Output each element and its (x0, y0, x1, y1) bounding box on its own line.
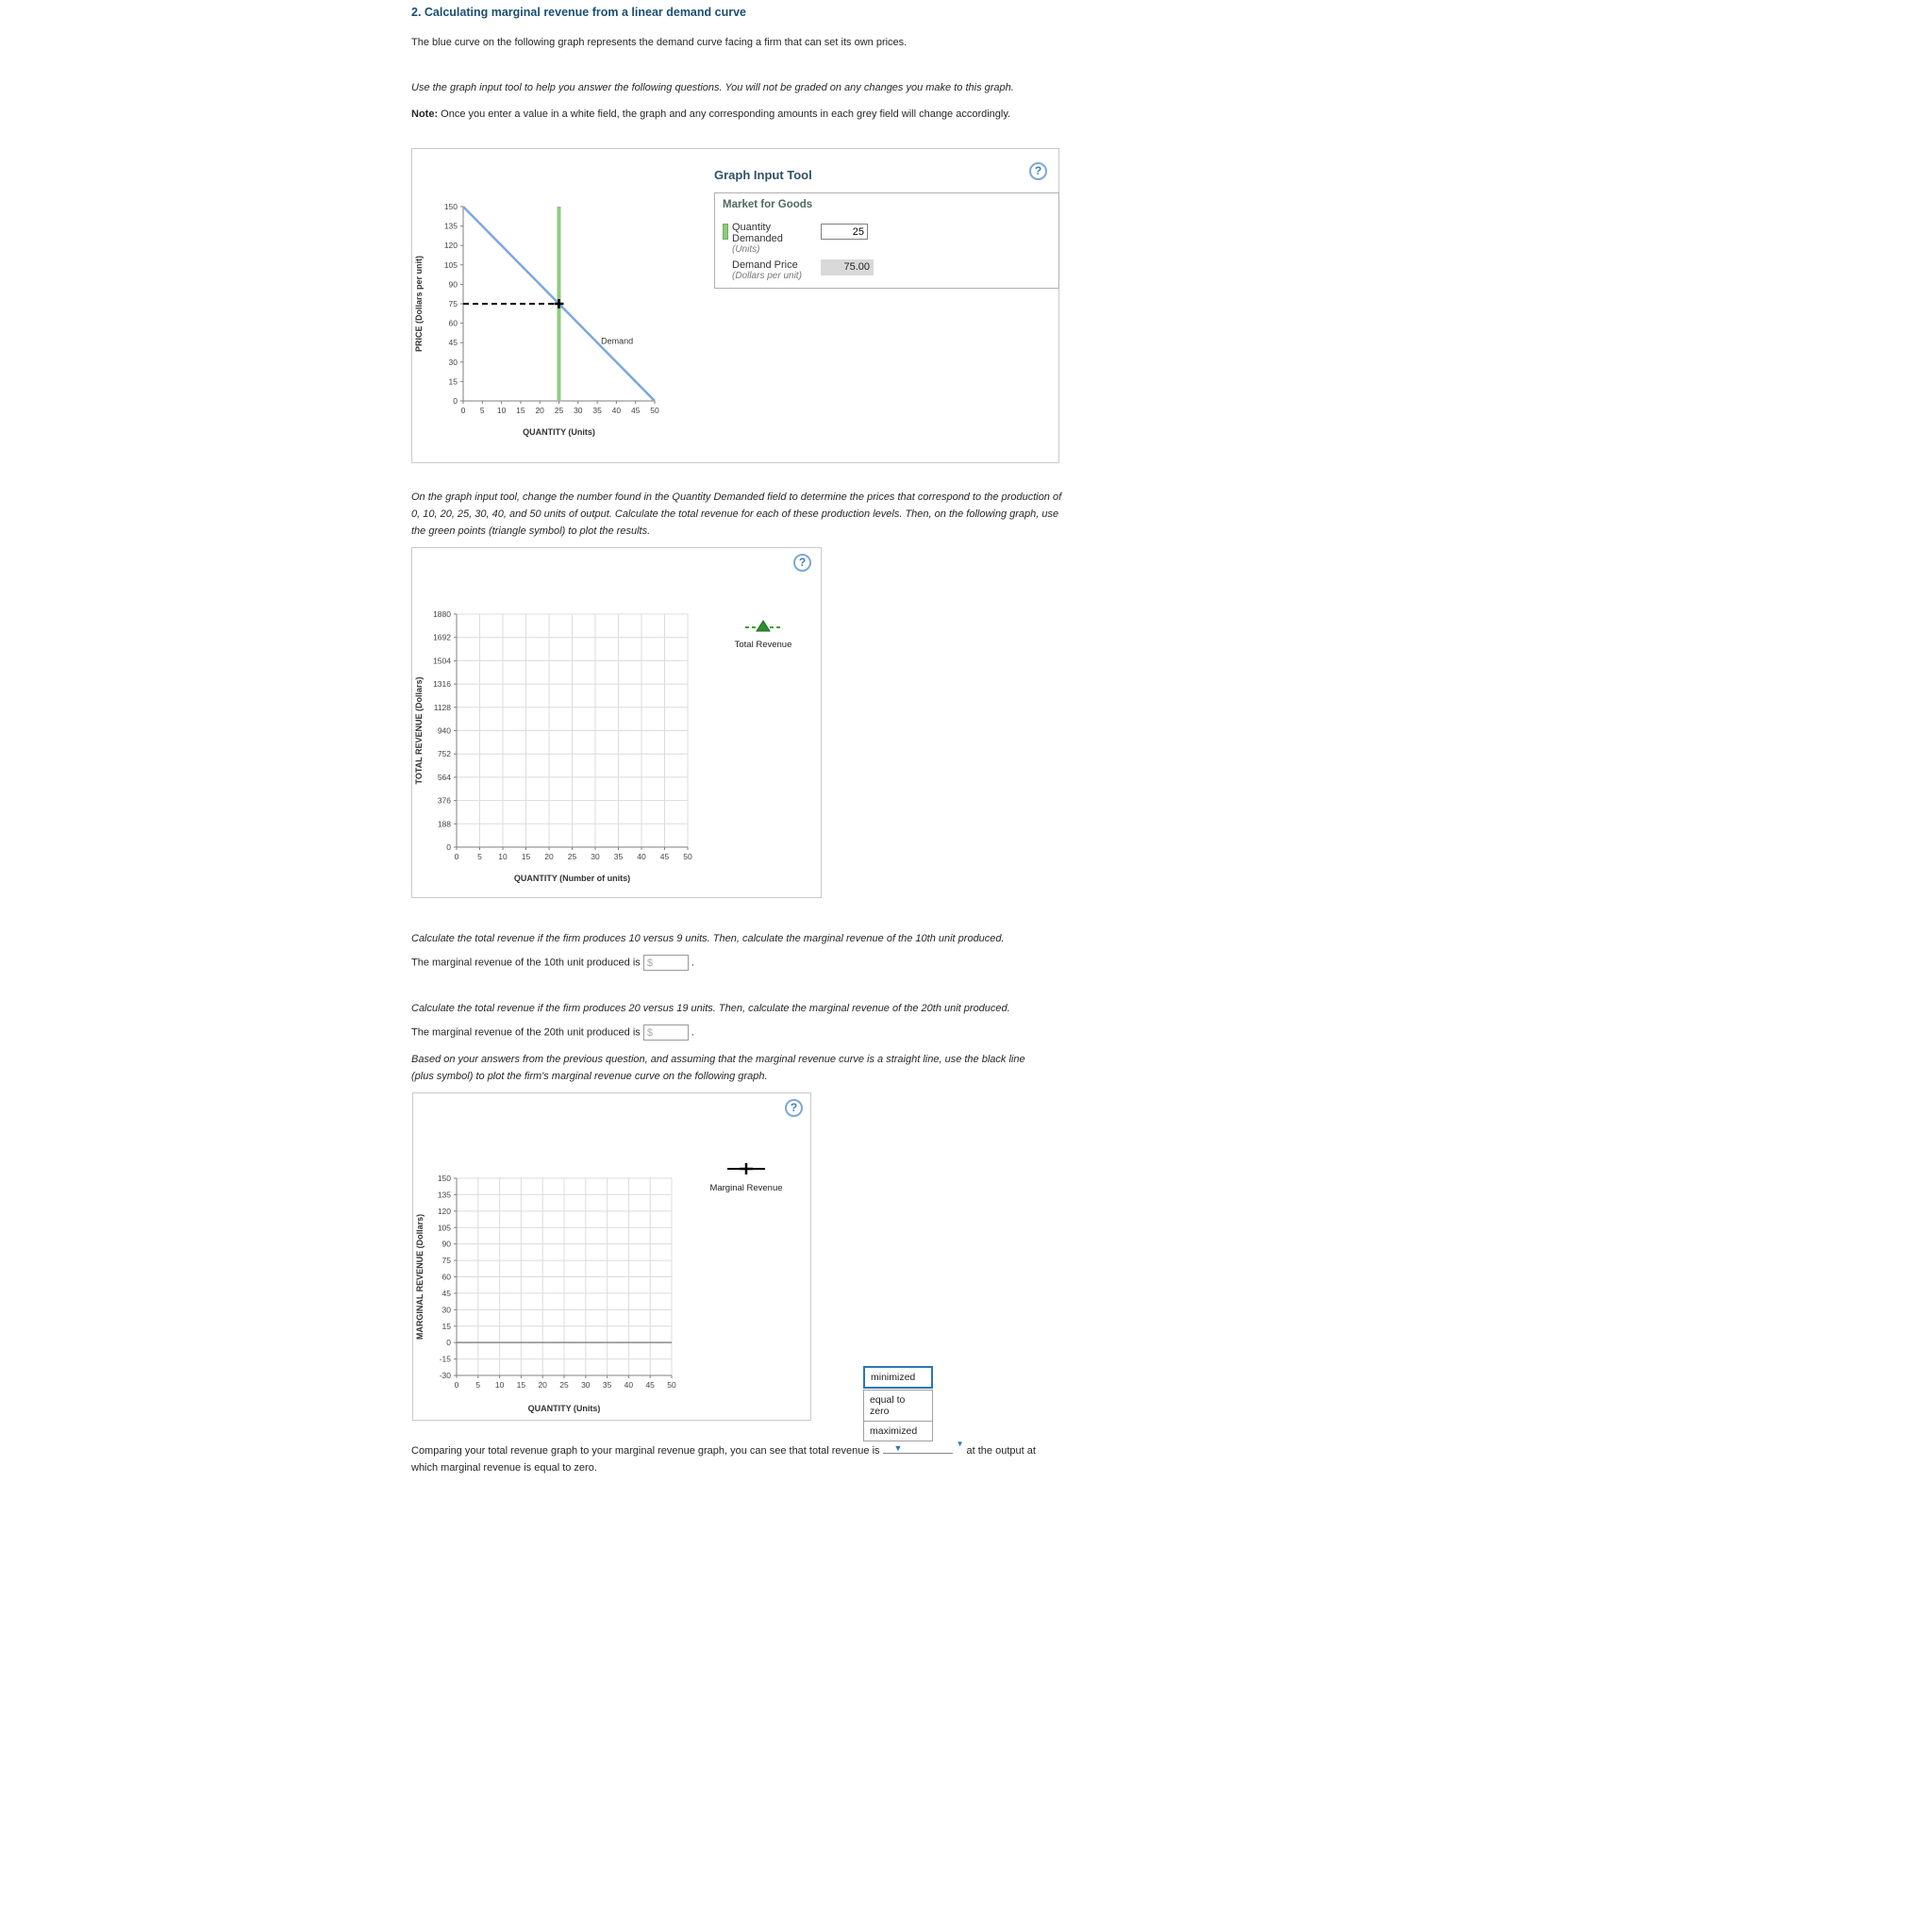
svg-text:135: 135 (443, 221, 458, 231)
closing-before-blank: Comparing your total revenue graph to your marginal revenue graph, you can see that total revenue is (411, 1445, 880, 1457)
svg-text:150: 150 (437, 1174, 451, 1183)
svg-text:50: 50 (667, 1380, 676, 1390)
svg-text:752: 752 (437, 749, 451, 759)
svg-text:15: 15 (441, 1321, 451, 1331)
svg-text:40: 40 (624, 1380, 634, 1390)
quantity-demanded-label (732, 222, 783, 256)
svg-text:0: 0 (446, 1338, 451, 1348)
svg-text:1504: 1504 (433, 656, 451, 666)
marginal-revenue-legend[interactable] (701, 1161, 791, 1193)
closing-sentence (411, 1441, 1091, 1476)
demand-price-label (732, 259, 802, 282)
marginal-revenue-panel (412, 1092, 811, 1421)
dropdown-option-maximized[interactable]: maximized (863, 1421, 933, 1441)
svg-text:5: 5 (475, 1380, 481, 1390)
help-icon[interactable]: ? (785, 1099, 803, 1117)
svg-text:15: 15 (521, 852, 531, 861)
q2-answer-row (411, 1024, 1072, 1041)
svg-text:15: 15 (516, 406, 525, 415)
q1-marginal-revenue-input[interactable] (643, 955, 689, 971)
svg-text:45: 45 (441, 1288, 451, 1298)
svg-text:1316: 1316 (433, 679, 451, 690)
svg-text:35: 35 (613, 852, 624, 861)
svg-text:25: 25 (554, 406, 564, 415)
svg-text:30: 30 (591, 852, 600, 861)
svg-text:0: 0 (454, 852, 459, 861)
svg-text:15: 15 (448, 376, 458, 387)
svg-text:40: 40 (611, 406, 622, 415)
q1-instruction: Calculate the total revenue if the firm produces 10 versus 9 units. Then, calculate the marginal revenue of the 10th unit produced. (411, 933, 1005, 944)
dropdown-caret-icon[interactable]: ▼ (893, 1443, 903, 1453)
svg-text:60: 60 (441, 1272, 451, 1282)
help-icon[interactable]: ? (1029, 162, 1047, 180)
svg-text:30: 30 (441, 1305, 451, 1315)
quantity-label-line2: Demanded (732, 233, 783, 244)
svg-text:45: 45 (630, 406, 641, 415)
total-revenue-legend-label: Total Revenue (734, 640, 792, 650)
q2-instruction: Calculate the total revenue if the firm produces 20 versus 19 units. Then, calculate the marginal revenue of the 20th unit produced. (411, 1003, 1010, 1014)
svg-text:QUANTITY (Units): QUANTITY (Units) (527, 1404, 601, 1413)
svg-text:35: 35 (602, 1380, 612, 1390)
svg-text:TOTAL REVENUE (Dollars): TOTAL REVENUE (Dollars) (414, 676, 424, 785)
svg-text:1692: 1692 (433, 632, 451, 642)
svg-text:60: 60 (448, 318, 458, 328)
svg-text:45: 45 (659, 852, 670, 861)
svg-text:-15: -15 (439, 1354, 451, 1364)
svg-text:45: 45 (448, 338, 458, 348)
svg-text:40: 40 (637, 852, 646, 861)
svg-text:20: 20 (544, 852, 554, 861)
revenue-result-dropdown[interactable] (883, 1440, 964, 1454)
svg-text:5: 5 (477, 852, 482, 861)
demand-curve-chart[interactable] (412, 192, 664, 442)
svg-text:5: 5 (479, 406, 485, 415)
total-revenue-chart[interactable] (412, 590, 703, 889)
svg-text:75: 75 (448, 299, 458, 308)
q3-instruction: Based on your answers from the previous question, and assuming that the marginal revenue curve is a straight line, use the black line (plus symbol) to plot the firm's marginal revenue curve on the following graph. (411, 1054, 1025, 1082)
q1-period: . (691, 957, 694, 969)
price-label-line1: Demand Price (732, 259, 798, 271)
q2-marginal-revenue-input[interactable] (643, 1024, 689, 1041)
svg-text:1880: 1880 (433, 609, 451, 619)
svg-text:1128: 1128 (433, 702, 451, 712)
svg-text:30: 30 (581, 1380, 591, 1390)
svg-text:45: 45 (645, 1380, 655, 1390)
svg-text:15: 15 (516, 1380, 526, 1390)
svg-text:Demand: Demand (601, 336, 634, 346)
note-text: Once you enter a value in a white field, the graph and any corresponding amounts in each grey field will change accordingly. (438, 108, 1011, 120)
q1-answer-row (411, 955, 1072, 971)
dropdown-option-equal-to-zero[interactable]: equal to zero (863, 1390, 933, 1422)
svg-text:564: 564 (437, 772, 451, 782)
svg-text:0: 0 (453, 396, 458, 406)
svg-text:940: 940 (437, 725, 451, 736)
graph-input-tool-title: Graph Input Tool (714, 168, 812, 182)
svg-text:20: 20 (538, 1380, 547, 1390)
closing-after-blank: at the output at (966, 1445, 1036, 1457)
total-revenue-marker-icon (744, 620, 782, 633)
quantity-line-legend-icon (723, 224, 728, 240)
svg-text:376: 376 (437, 795, 451, 806)
quantity-label-line1: Quantity (732, 222, 771, 233)
graph-input-tool-panel (411, 148, 1059, 463)
svg-text:0: 0 (460, 406, 466, 415)
svg-text:QUANTITY (Units): QUANTITY (Units) (523, 427, 595, 437)
total-revenue-panel (411, 547, 822, 898)
svg-text:35: 35 (592, 406, 602, 415)
svg-text:20: 20 (535, 406, 544, 415)
q2-period: . (691, 1026, 694, 1039)
total-revenue-legend[interactable] (721, 620, 806, 650)
svg-text:188: 188 (437, 819, 451, 829)
plot-instructions: On the graph input tool, change the number found in the Quantity Demanded field to determine the prices that correspond to the production of 0, 10, 20, 25, 30, 40, and 50 units of output. Calculate the total revenue for each of these production levels. Then, on the following graph, use the green points (triangle symbol) to plot the results. (411, 491, 1062, 537)
help-icon[interactable]: ? (793, 554, 811, 572)
svg-text:30: 30 (448, 357, 458, 367)
svg-text:105: 105 (437, 1223, 451, 1233)
dropdown-option-minimized[interactable]: minimized (863, 1366, 933, 1389)
svg-text:90: 90 (448, 279, 458, 290)
svg-text:10: 10 (496, 406, 507, 415)
svg-text:50: 50 (683, 852, 692, 861)
svg-text:0: 0 (454, 1380, 459, 1390)
q2-sentence: The marginal revenue of the 20th unit produced is (411, 1026, 641, 1039)
svg-text:25: 25 (567, 852, 577, 861)
q1-sentence: The marginal revenue of the 10th unit produced is (411, 957, 641, 969)
market-for-goods-box (714, 192, 1059, 289)
svg-text:QUANTITY (Number of units): QUANTITY (Number of units) (513, 874, 631, 883)
note-label: Note: (411, 108, 439, 120)
svg-text:30: 30 (574, 406, 583, 415)
svg-text:120: 120 (437, 1206, 451, 1216)
price-units-label: (Dollars per unit) (732, 271, 802, 281)
intro-paragraph: The blue curve on the following graph represents the demand curve facing a firm that can set its own prices. (411, 37, 908, 48)
marginal-revenue-marker-icon (725, 1161, 767, 1176)
market-title: Market for Goods (723, 199, 813, 210)
svg-text:50: 50 (650, 406, 659, 415)
svg-text:105: 105 (443, 259, 458, 270)
instructions-paragraph: Use the graph input tool to help you answer the following questions. You will not be graded on any changes you make to this graph. (411, 82, 1014, 93)
page-title: 2. Calculating marginal revenue from a linear demand curve (411, 6, 746, 19)
note-paragraph (411, 106, 1072, 123)
quantity-units-label: (Units) (732, 244, 760, 255)
svg-text:25: 25 (559, 1380, 569, 1390)
svg-text:10: 10 (494, 1380, 505, 1390)
dropdown-listbox (863, 1366, 933, 1453)
svg-text:-30: -30 (439, 1371, 451, 1380)
closing-line2: which marginal revenue is equal to zero. (411, 1462, 597, 1474)
svg-text:0: 0 (446, 842, 451, 852)
svg-text:150: 150 (443, 202, 458, 211)
dropdown-arrow-icon[interactable]: ▼ (956, 1440, 964, 1448)
svg-text:135: 135 (437, 1190, 451, 1200)
svg-text:10: 10 (498, 852, 508, 861)
demand-price-value: 75.00 (821, 259, 874, 275)
marginal-revenue-legend-label: Marginal Revenue (709, 1183, 783, 1193)
svg-text:PRICE (Dollars per unit): PRICE (Dollars per unit) (414, 255, 424, 353)
svg-text:MARGINAL REVENUE (Dollars): MARGINAL REVENUE (Dollars) (415, 1213, 425, 1341)
svg-text:120: 120 (443, 241, 458, 251)
svg-text:90: 90 (441, 1239, 451, 1249)
quantity-demanded-input[interactable] (821, 224, 868, 240)
svg-text:75: 75 (441, 1256, 451, 1266)
marginal-revenue-chart[interactable] (413, 1165, 683, 1419)
